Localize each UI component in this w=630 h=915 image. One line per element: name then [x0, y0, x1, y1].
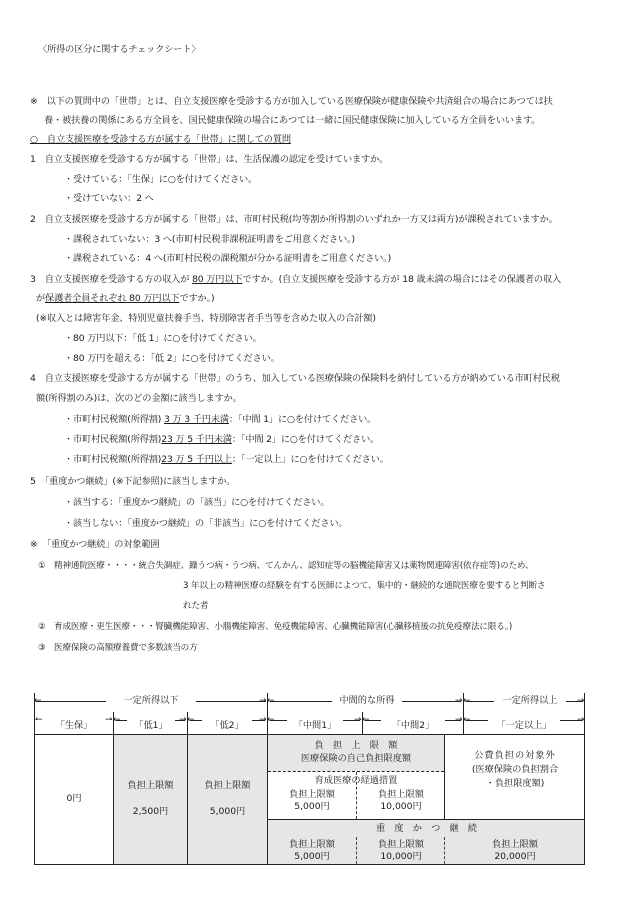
- ikusei-chu2-amount: 10,000円: [380, 801, 422, 812]
- q4-option-c-amount: 23 万 5 千円以上: [161, 454, 232, 465]
- scope-item-1-line-2: 3 年以上の精神医療の経験を有する医師によつて、集中的・継続的な通院医療を要すると判断さ: [183, 581, 546, 591]
- mid-limit-title: 負 担 上 限 額: [314, 740, 398, 751]
- q4-option-c-pre: ・市町村民税額(所得割): [64, 454, 162, 465]
- scope-item-1-line-3: れた者: [183, 601, 209, 611]
- q4-option-a-amount: 3 万 3 千円未満: [164, 414, 229, 425]
- judo-ittei-label: 負担上限額: [492, 839, 538, 850]
- q2-option-a: ・課税されていない：3 へ(市町村民税非課税証明書をご用意ください。): [64, 234, 355, 245]
- q4-option-b-amount: 23 万 5 千円未満: [161, 434, 232, 445]
- tei2-label: 負担上限額: [204, 780, 251, 791]
- judo-chu1-label: 負担上限額: [289, 839, 335, 850]
- q2-text: 2 自立支援医療を受診する方が属する「世帯」は、市町村民税(均等割か所得割のいずれか一方又は両方)が課税されていますか。: [30, 214, 558, 225]
- q1-text: 1 自立支援医療を受診する方が属する「世帯」は、生活保護の認定を受けていますか。: [30, 154, 389, 165]
- q4-option-a-post: ：「中間 1」に○を付けてください。: [228, 414, 377, 425]
- q3-line-1b: ですか。(自立支援医療を受診する方が 18 歳未満の場合にはその保護者の収入: [242, 274, 562, 285]
- high-not-covered: 公費負担の対象外: [474, 750, 556, 761]
- col-seiho: 「生保」: [35, 720, 113, 732]
- q4-option-a-pre: ・市町村民税額(所得割): [64, 414, 165, 425]
- q1-option-b: ・受けていない：2 へ: [64, 193, 154, 204]
- scope-title: ※ 「重度かつ継続」の対象範囲: [30, 539, 160, 550]
- judo-chu2-label: 負担上限額: [378, 839, 424, 850]
- judo-chu2-amount: 10,000円: [380, 851, 422, 862]
- tei1-label: 負担上限額: [127, 780, 174, 791]
- q4-line-1: 4 自立支援医療を受診する方が属する「世帯」のうち、加入している医療保険の保険料を納付している方が納めている市町村民税: [30, 373, 560, 384]
- q3-income-limit: 80 万円以下: [192, 274, 243, 285]
- group-middle-income: 中間的な所得: [339, 695, 395, 706]
- scope-item-2: ② 育成医療・更生医療・・・腎臓機能障害、小腸機能障害、免疫機能障害、心臓機能障害(心臓移植後の抗免疫療法に限る。): [38, 622, 513, 632]
- q4-option-c-post: ：「一定以上」に○を付けてください。: [231, 454, 389, 465]
- q1-option-a: ・受けている：「生保」に○を付けてください。: [64, 174, 258, 185]
- tei1-amount: 2,500円: [132, 806, 169, 817]
- group-low-income: 一定所得以下: [123, 695, 179, 706]
- document-title: 〈所得の区分に関するチェックシート〉: [38, 44, 201, 55]
- q3-option-a: ・80 万円以下：「低 1」に○を付けてください。: [64, 333, 262, 344]
- judo-ittei-amount: 20,000円: [494, 851, 536, 862]
- ikusei-chu2-label: 負担上限額: [378, 789, 424, 800]
- judo-keizoku-title: 重 度 か つ 継 続: [375, 823, 478, 834]
- tei1-cell-bg: [114, 735, 187, 865]
- scope-item-1-line-1: ① 精神通院医療・・・・統合失調症、躁うつ病・うつ病、てんかん、認知症等の脳機能障害又は薬物関連障害(依存症等)のため、: [38, 561, 534, 571]
- q3-line-2a: が: [36, 293, 46, 304]
- col-tei2: 「低2」: [202, 720, 252, 732]
- q5-option-b: ・該当しない：「重度かつ継続」の「非該当」に○を付けてください。: [64, 518, 348, 529]
- q3-note: (※収入とは障害年金、特別児童扶養手当、特別障害者手当等を含めた収入の合計額): [36, 313, 376, 324]
- note-line-1: ※ 以下の質問中の「世帯」とは、自立支援医療を受診する方が加入している医療保険が健康保険や共済組合の場合にあつては扶: [30, 96, 553, 107]
- col-tei1: 「低1」: [127, 720, 175, 732]
- judo-chu1-amount: 5,000円: [294, 851, 330, 862]
- q3-line-1a: 3 自立支援医療を受診する方の収入が: [30, 274, 193, 285]
- q5-text: 5 「重度かつ継続」(※下記参照)に該当しますか。: [30, 476, 236, 487]
- income-category-table: ← → 一定所得以下 ← → 中間的な所得 ← → 一定所得以上 ← → ← → ← → ← → ← → 「生保」 「低1」 「低2」 「中間1」 「中間2」 「一定以上」 0円 負担上限額 2,500円 負担上限額 5,000円 負 担 上 限 額 医療保険の自己負担限度額 公費負担の対象外 (医療保険の負担割合 ・負担限度額) 育成医療の経過措置 負担上限額 5,000円 負担上限額 10,000円 重 度 か つ 継 続 負担上限額 5,000円 負担上限額 10,000円 負担上限額 20,000円: [0, 0, 630, 915]
- ikusei-chu1-amount: 5,000円: [294, 801, 330, 812]
- q3-line-2b: ですか。): [179, 293, 215, 304]
- q5-option-a: ・該当する：「重度かつ継続」の「該当」に○を付けてください。: [64, 497, 330, 508]
- section-title: ○ 自立支援医療を受診する方が属する「世帯」に関しての質問: [30, 134, 291, 145]
- q4-option-b-post: ：「中間 2」に○を付けてください。: [231, 434, 380, 445]
- q4-option-b-pre: ・市町村民税額(所得割): [64, 434, 162, 445]
- q3-guardian-limit: 保護者全員それぞれ 80 万円以下: [45, 293, 180, 304]
- ikusei-transitional: 育成医療の経過措置: [314, 775, 398, 786]
- seiho-amount: 0円: [66, 793, 82, 804]
- col-chukan2: 「中間2」: [381, 720, 445, 732]
- note-line-2: 養・被扶養の関係にある方全員を、国民健康保険の場合にあつては一緒に国民健康保険に加入している方全員をいいます。: [44, 115, 541, 126]
- tei2-cell-bg: [188, 735, 267, 865]
- q2-option-b: ・課税されている：4 へ(市町村民税の課税額が分かる証明書をご用意ください。): [64, 253, 392, 264]
- high-note-2: ・負担限度額): [485, 778, 545, 789]
- q3-option-b: ・80 万円を超える：「低 2」に○を付けてください。: [64, 353, 280, 364]
- group-high-income: 一定所得以上: [502, 695, 558, 706]
- mid-limit-subtitle: 医療保険の自己負担限度額: [300, 753, 412, 764]
- col-ittei-ijo: 「一定以上」: [488, 720, 560, 732]
- scope-item-3: ③ 医療保険の高額療養費で多数該当の方: [38, 643, 198, 653]
- col-chukan1: 「中間1」: [287, 720, 343, 732]
- q4-line-2: 額(所得割のみ)は、次のどの金額に該当しますか。: [36, 393, 242, 404]
- ikusei-chu1-label: 負担上限額: [289, 789, 335, 800]
- tei2-amount: 5,000円: [209, 806, 246, 817]
- high-note-1: (医療保険の負担割合: [471, 764, 559, 775]
